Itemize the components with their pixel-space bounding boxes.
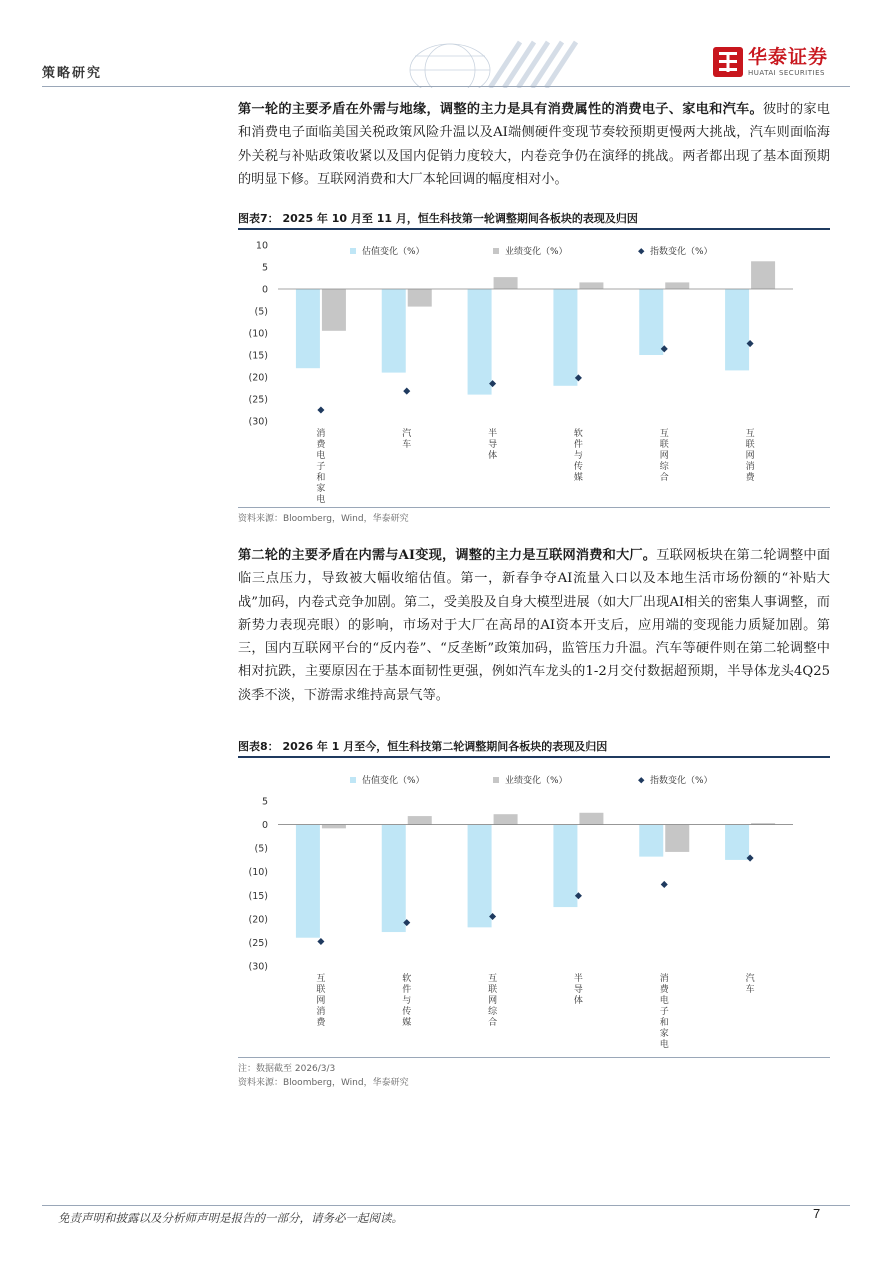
y-tick-label: (20) xyxy=(248,372,268,384)
category-label: 件 xyxy=(573,440,583,450)
bar-valuation xyxy=(382,825,406,932)
category-label: 电 xyxy=(659,996,669,1006)
index-marker xyxy=(317,938,324,945)
legend-label: 业绩变化（%） xyxy=(505,247,568,257)
category-label: 综 xyxy=(488,1007,498,1017)
y-tick-label: 10 xyxy=(255,240,268,252)
category-label: 费 xyxy=(745,473,755,483)
category-label: 互 xyxy=(659,429,669,439)
category-label: 电 xyxy=(316,451,326,461)
figure-rule-bottom xyxy=(238,1057,830,1058)
bar-valuation xyxy=(725,825,749,860)
category-label: 网 xyxy=(488,996,498,1006)
bar-earnings xyxy=(322,825,346,829)
legend-label: 指数变化（%） xyxy=(650,247,713,257)
y-tick-label: (5) xyxy=(254,843,268,855)
y-tick-label: (30) xyxy=(248,416,268,428)
y-tick-label: 0 xyxy=(261,820,268,832)
category-label: 软 xyxy=(573,429,583,439)
legend-marker xyxy=(638,248,644,254)
category-label: 子 xyxy=(659,1007,669,1017)
category-label: 合 xyxy=(488,1018,498,1028)
y-tick-label: (10) xyxy=(248,328,268,340)
category-label: 半 xyxy=(573,974,583,984)
paragraph-first-round xyxy=(238,98,830,191)
category-label: 联 xyxy=(488,985,498,995)
legend-swatch xyxy=(493,777,499,783)
category-label: 电 xyxy=(659,1040,669,1050)
y-tick-label: (25) xyxy=(248,937,268,949)
category-label: 家 xyxy=(659,1029,669,1039)
legend-label: 估值变化（%） xyxy=(362,247,425,257)
bar-earnings xyxy=(494,814,518,824)
legend-marker xyxy=(638,777,644,783)
bar-earnings xyxy=(408,816,432,824)
category-label: 费 xyxy=(659,985,669,995)
category-label: 子 xyxy=(316,462,326,472)
bar-valuation xyxy=(553,289,577,386)
bar-valuation xyxy=(553,825,577,908)
bar-earnings xyxy=(751,261,775,289)
header-decoration xyxy=(380,36,590,88)
bar-earnings xyxy=(579,813,603,825)
legend-swatch xyxy=(350,777,356,783)
category-label: 互 xyxy=(316,974,326,984)
bar-valuation xyxy=(725,289,749,370)
category-label: 汽 xyxy=(402,429,412,439)
category-label: 网 xyxy=(745,451,755,461)
paragraph-second-round xyxy=(238,544,830,707)
bar-valuation xyxy=(382,289,406,373)
index-marker xyxy=(661,881,668,888)
y-tick-label: (25) xyxy=(248,394,268,406)
figure-rule-top xyxy=(238,756,830,758)
figure-note: 注：数据截至 2026/3/3 xyxy=(238,1064,336,1074)
category-label: 车 xyxy=(745,985,755,995)
y-tick-label: (15) xyxy=(248,890,268,902)
category-label: 与 xyxy=(402,996,412,1006)
legend-label: 指数变化（%） xyxy=(650,776,713,786)
category-label: 联 xyxy=(745,440,755,450)
category-label: 消 xyxy=(659,974,669,984)
category-label: 家 xyxy=(316,484,326,494)
category-label: 车 xyxy=(402,440,412,450)
category-label: 体 xyxy=(488,451,498,461)
category-label: 网 xyxy=(659,451,669,461)
category-label: 费 xyxy=(316,440,326,450)
category-label: 网 xyxy=(316,996,326,1006)
category-label: 和 xyxy=(659,1018,669,1028)
category-label: 传 xyxy=(402,1007,412,1017)
legend-label: 业绩变化（%） xyxy=(505,776,568,786)
index-marker xyxy=(317,406,324,413)
figure-source: 资料来源：Bloomberg，Wind，华泰研究 xyxy=(238,1078,409,1088)
category-label: 导 xyxy=(573,985,583,995)
bar-valuation xyxy=(639,289,663,355)
paragraph-lead: 第二轮的主要矛盾在内需与AI变现，调整的主力是互联网消费和大厂。 xyxy=(238,548,657,563)
category-label: 媒 xyxy=(573,473,583,483)
footer-disclaimer: 免责声明和披露以及分析师声明是报告的一部分，请务必一起阅读。 xyxy=(58,1211,403,1225)
y-tick-label: 5 xyxy=(261,262,268,274)
bar-earnings xyxy=(665,825,689,852)
figure-rule-bottom xyxy=(238,507,830,508)
category-label: 综 xyxy=(659,462,669,472)
category-label: 软 xyxy=(402,974,412,984)
brand-name-cn: 华泰证券 xyxy=(748,45,829,68)
bar-valuation xyxy=(468,289,492,395)
category-label: 体 xyxy=(573,996,583,1006)
category-label: 媒 xyxy=(402,1018,412,1028)
legend-swatch xyxy=(493,248,499,254)
section-title: 策略研究 xyxy=(42,66,103,81)
category-label: 电 xyxy=(316,495,326,505)
chart-round2 xyxy=(238,759,830,1057)
category-label: 半 xyxy=(488,429,498,439)
paragraph-body: 互联网板块在第二轮调整中面临三点压力，导致被大幅收缩估值。第一，新春争夺AI流量入口以及本地生活市场份额的“补贴大战”加码，内卷式竞争加剧。第二，受美股及自身大模型进展（如大厂出现AI相关的密集人事调整，而新势力表现亮眼）的影响，市场对于大厂在高昂的AI资本开支后，应用端的变现能力质疑加剧。第三，国内互联网平台的“反内卷”、“反垄断”政策加码，监管压力升温。汽车等硬件则在第二轮调整中相对抗跌，主要原因在于基本面韧性更强，例如汽车龙头的1-2月交付数据超预期，半导体龙头4Q25淡季不淡，下游需求维持高景气等。 xyxy=(238,548,831,703)
bar-earnings xyxy=(408,289,432,307)
category-label: 费 xyxy=(316,1018,326,1028)
y-tick-label: (30) xyxy=(248,961,268,973)
category-label: 联 xyxy=(659,440,669,450)
category-label: 和 xyxy=(316,473,326,483)
footer-rule xyxy=(42,1205,850,1206)
category-label: 互 xyxy=(745,429,755,439)
bar-earnings xyxy=(322,289,346,331)
category-label: 汽 xyxy=(745,974,755,984)
category-label: 联 xyxy=(316,985,326,995)
bar-valuation xyxy=(296,825,320,938)
brand-logo xyxy=(713,47,828,77)
category-label: 导 xyxy=(488,440,498,450)
bar-earnings xyxy=(665,282,689,289)
category-label: 传 xyxy=(573,462,583,472)
figure-rule-top xyxy=(238,228,830,230)
y-tick-label: 0 xyxy=(261,284,268,296)
category-label: 件 xyxy=(402,985,412,995)
y-tick-label: (15) xyxy=(248,350,268,362)
bar-earnings xyxy=(579,282,603,289)
paragraph-body: 彼时的家电和消费电子面临美国关税政策风险升温以及AI端侧硬件变现节奏较预期更慢两大挑战，汽车则面临海外关税与补贴政策收紧以及国内促销力度较大，内卷竞争仍在演绎的挑战。两者都出现了基本面预期的明显下修。互联网消费和大厂本轮回调的幅度相对小。 xyxy=(238,102,830,187)
figure-title: 图表8： 2026 年 1 月至今，恒生科技第二轮调整期间各板块的表现及归因 xyxy=(238,740,608,753)
category-label: 与 xyxy=(573,451,583,461)
bar-earnings xyxy=(494,277,518,289)
index-marker xyxy=(403,388,410,395)
category-label: 互 xyxy=(488,974,498,984)
bar-valuation xyxy=(296,289,320,368)
bar-valuation xyxy=(639,825,663,857)
paragraph-lead: 第一轮的主要矛盾在外需与地缘，调整的主力是具有消费属性的消费电子、家电和汽车。 xyxy=(238,102,763,117)
category-label: 合 xyxy=(659,473,669,483)
figure-title: 图表7： 2025 年 10 月至 11 月，恒生科技第一轮调整期间各板块的表现及归因 xyxy=(238,212,638,225)
huatai-logo-icon xyxy=(713,47,743,77)
brand-name-en: HUATAI SECURITIES xyxy=(748,68,825,77)
y-tick-label: 5 xyxy=(261,796,268,808)
bar-valuation xyxy=(468,825,492,928)
page-number: 7 xyxy=(813,1206,821,1221)
chart-round1 xyxy=(238,231,830,507)
y-tick-label: (10) xyxy=(248,867,268,879)
category-label: 消 xyxy=(316,429,326,439)
y-tick-label: (5) xyxy=(254,306,268,318)
legend-swatch xyxy=(350,248,356,254)
legend-label: 估值变化（%） xyxy=(362,776,425,786)
category-label: 消 xyxy=(745,462,755,472)
y-tick-label: (20) xyxy=(248,914,268,926)
header-rule xyxy=(42,86,850,87)
category-label: 消 xyxy=(316,1007,326,1017)
figure-source: 资料来源：Bloomberg，Wind，华泰研究 xyxy=(238,514,409,524)
